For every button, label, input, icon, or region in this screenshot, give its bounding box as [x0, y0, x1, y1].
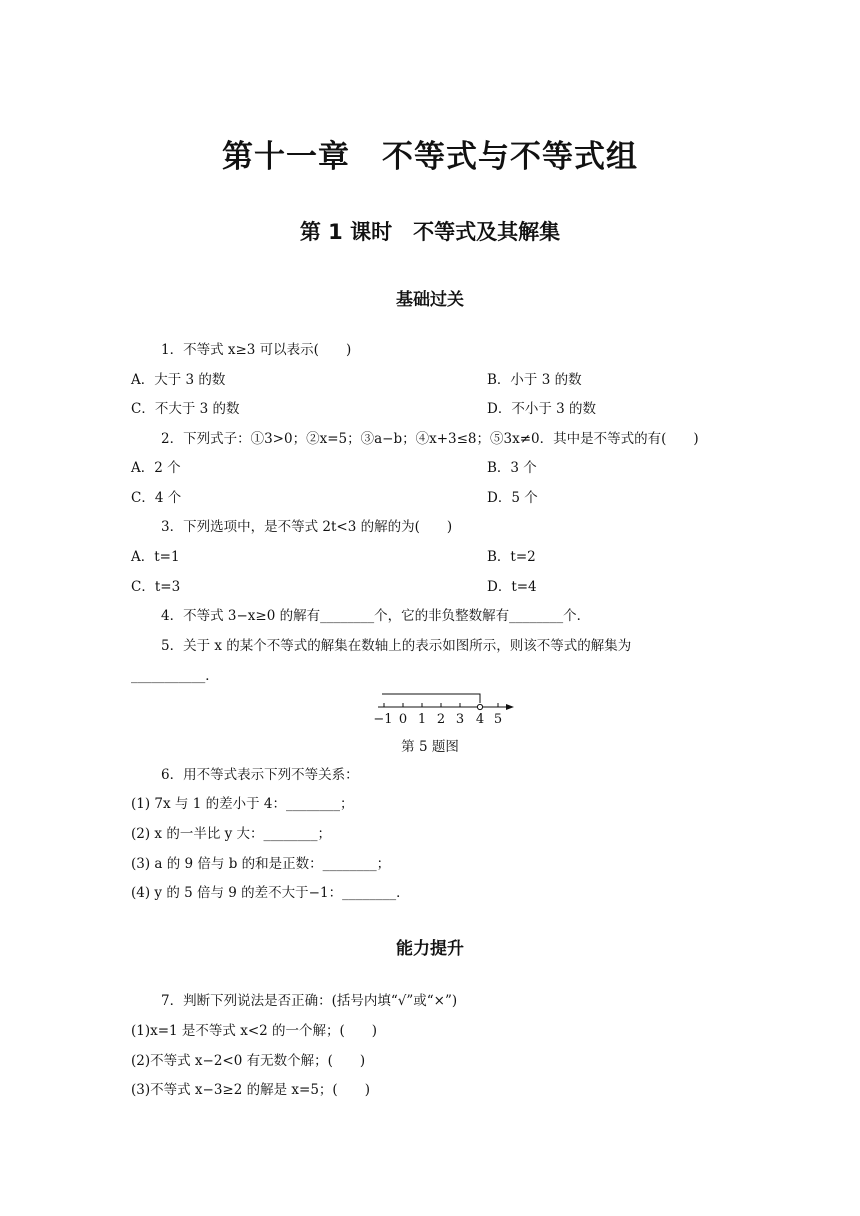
question-6-item-2: (2) x 的一半比 y 大：________； — [131, 826, 332, 842]
tick-label: 1 — [417, 712, 427, 727]
question-2-option-b: B．3 个 — [487, 460, 537, 476]
question-7-stem: 7．判断下列说法是否正确：(括号内填“√”或“×”) — [161, 993, 458, 1009]
question-6-stem: 6．用不等式表示下列不等关系： — [161, 767, 359, 783]
tick-label: 4 — [475, 712, 485, 727]
question-3-option-a: A．t=1 — [131, 549, 180, 565]
tick-label: 3 — [455, 712, 465, 727]
tick-label: 2 — [436, 712, 446, 727]
question-6-item-4: (4) y 的 5 倍与 9 的差不大于−1：________． — [131, 885, 410, 901]
tick-label: 0 — [398, 712, 408, 727]
question-3-option-d: D．t=4 — [487, 579, 537, 595]
question-5-answer-blank: ___________． — [131, 668, 219, 684]
question-1-option-d: D．不小于 3 的数 — [487, 401, 596, 417]
lesson-title: 第 1 课时 不等式及其解集 — [299, 220, 561, 244]
question-6-item-3: (3) a 的 9 倍与 b 的和是正数：________； — [131, 856, 391, 872]
question-7-item-1: (1)x=1 是不等式 x<2 的一个解；( ) — [131, 1023, 378, 1039]
question-4-stem: 4．不等式 3−x≥0 的解有________个，它的非负整数解有________个． — [161, 608, 591, 624]
figure-caption: 第 5 题图 — [401, 739, 459, 755]
tick-label: −1 — [373, 712, 393, 727]
solution-set-bracket — [382, 694, 480, 703]
question-3-option-b: B．t=2 — [487, 549, 536, 565]
question-1-stem: 1．不等式 x≥3 可以表示( ) — [161, 342, 352, 358]
chapter-title: 第十一章 不等式与不等式组 — [222, 139, 638, 175]
question-1-option-c: C．不大于 3 的数 — [131, 401, 240, 417]
open-endpoint-circle — [477, 704, 482, 709]
question-2-option-c: C．4 个 — [131, 490, 182, 506]
number-line-figure — [368, 688, 518, 728]
axis-arrow-icon — [506, 704, 514, 710]
question-3-stem: 3．下列选项中，是不等式 2t<3 的解的为( ) — [161, 519, 453, 535]
question-1-option-a: A．大于 3 的数 — [131, 372, 226, 388]
question-2-option-d: D．5 个 — [487, 490, 538, 506]
question-5-stem: 5．关于 x 的某个不等式的解集在数轴上的表示如图所示，则该不等式的解集为 — [161, 638, 632, 654]
question-1-option-b: B．小于 3 的数 — [487, 372, 582, 388]
tick-label: 5 — [493, 712, 503, 727]
question-2-option-a: A．2 个 — [131, 460, 181, 476]
question-7-item-2: (2)不等式 x−2<0 有无数个解；( ) — [131, 1053, 366, 1069]
question-3-option-c: C．t=3 — [131, 579, 181, 595]
section-heading-advanced: 能力提升 — [396, 939, 464, 959]
question-7-item-3: (3)不等式 x−3≥2 的解是 x=5；( ) — [131, 1082, 370, 1098]
question-2-stem: 2．下列式子：①3>0；②x=5；③a−b；④x+3≤8；⑤3x≠0．其中是不等式的有( ) — [161, 431, 699, 447]
section-heading-basic: 基础过关 — [396, 290, 464, 310]
question-6-item-1: (1) 7x 与 1 的差小于 4：________； — [131, 796, 354, 812]
